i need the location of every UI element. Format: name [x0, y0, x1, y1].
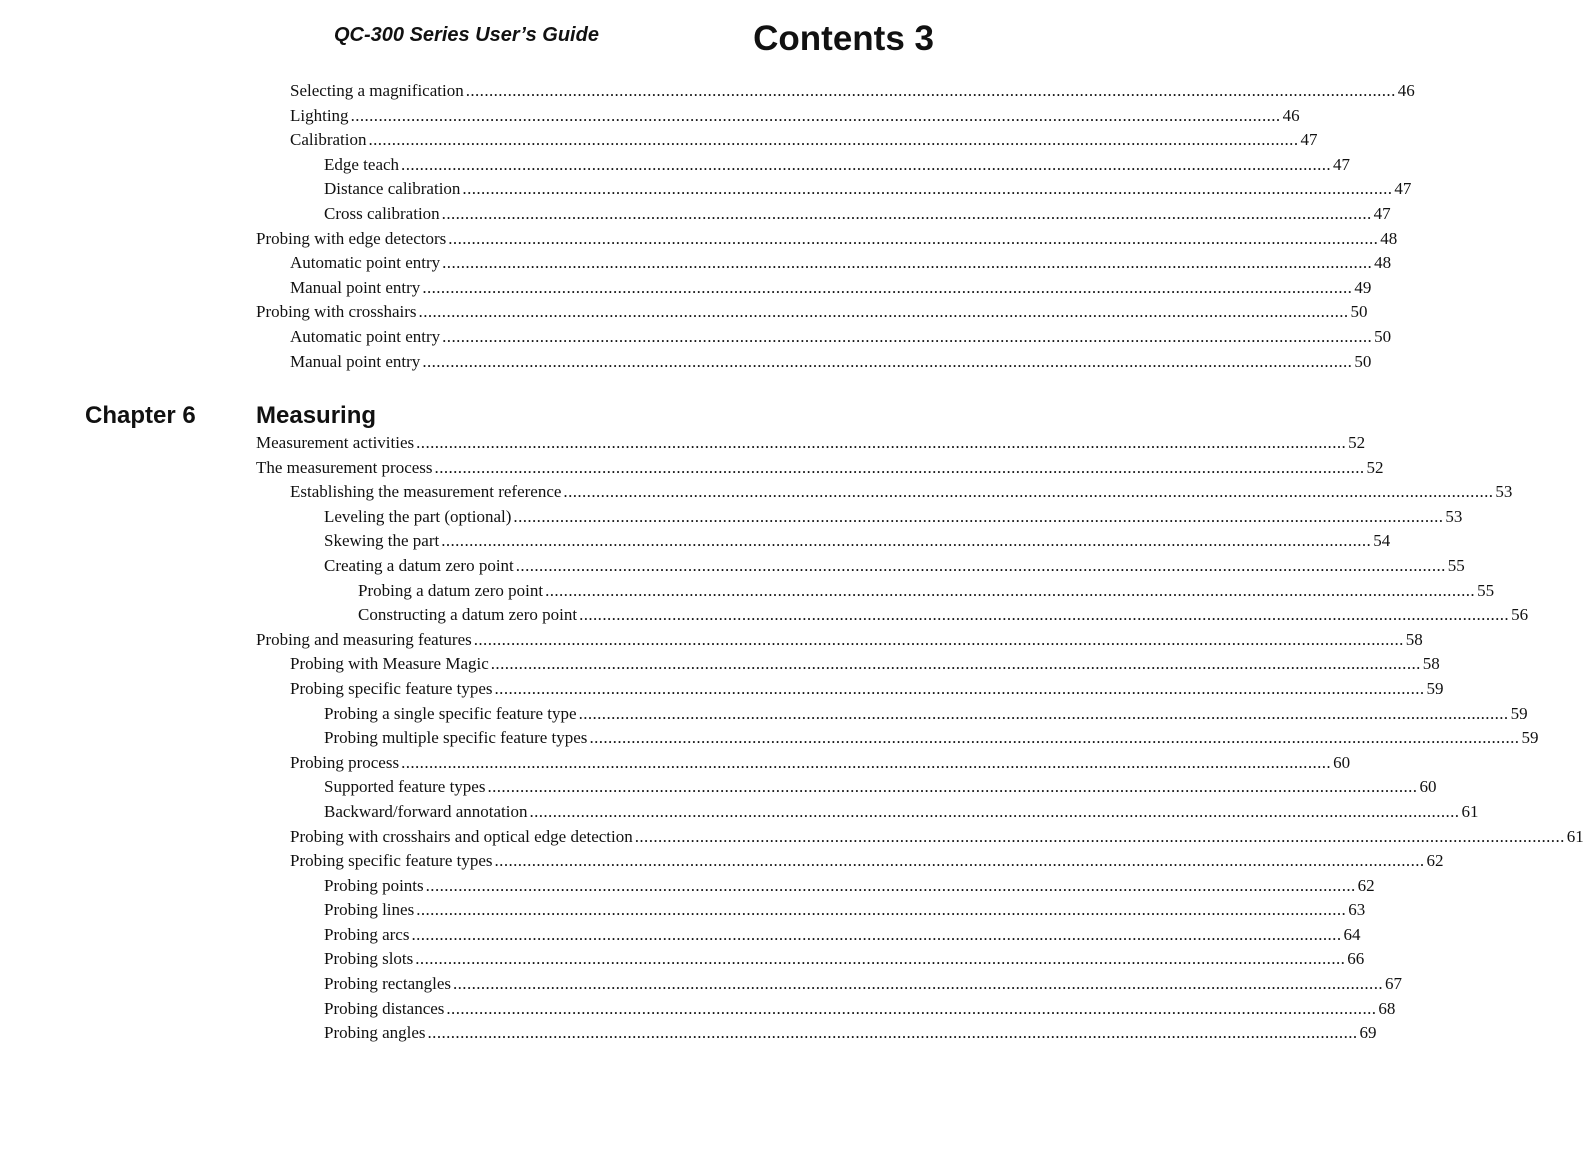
toc-dot-leader: ........................................................................................................................................................................................................ — [350, 105, 1281, 125]
toc-entry[interactable] — [256, 972, 1402, 997]
toc-entry-title: Edge teach — [324, 154, 400, 174]
toc-entry[interactable] — [256, 456, 1384, 481]
toc-dot-leader: ........................................................................................................................................................................................................ — [401, 752, 1332, 772]
toc-dot-leader: ........................................................................................................................................................................................................ — [545, 580, 1476, 600]
toc-page-number: 62 — [1357, 875, 1375, 895]
toc-entry-title: Probing arcs — [324, 924, 410, 944]
toc-page-number: 46 — [1282, 105, 1300, 125]
toc-page-number: 47 — [1394, 179, 1412, 199]
toc-entry-title: Probing a datum zero point — [358, 580, 544, 600]
toc-list-continued — [256, 79, 1415, 374]
toc-dot-leader: ........................................................................................................................................................................................................ — [422, 351, 1353, 371]
section-title: Contents 3 — [753, 19, 934, 58]
toc-page-number: 49 — [1354, 277, 1372, 297]
toc-entry[interactable] — [256, 628, 1423, 653]
toc-entry[interactable] — [256, 177, 1412, 202]
toc-entry-title: Probing specific feature types — [290, 851, 493, 871]
toc-entry-title: The measurement process — [256, 457, 433, 477]
toc-entry-title: Measurement activities — [256, 433, 415, 452]
toc-dot-leader: ........................................................................................................................................................................................................ — [487, 777, 1418, 797]
toc-entry[interactable] — [256, 775, 1437, 800]
toc-entry[interactable] — [256, 849, 1444, 874]
toc-page-number: 50 — [1354, 351, 1372, 371]
toc-entry[interactable] — [256, 153, 1351, 178]
toc-entry-title: Probing a single specific feature type — [324, 703, 577, 723]
toc-entry-title: Constructing a datum zero point — [358, 605, 578, 625]
toc-page-number: 58 — [1422, 654, 1440, 674]
toc-entry[interactable] — [256, 947, 1365, 972]
toc-entry[interactable] — [256, 800, 1479, 825]
toc-entry[interactable] — [256, 923, 1361, 948]
toc-page-number: 47 — [1373, 203, 1391, 223]
toc-dot-leader: ........................................................................................................................................................................................................ — [442, 253, 1373, 273]
toc-entry-title: Probing specific feature types — [290, 678, 493, 698]
toc-entry-title: Probing with crosshairs — [256, 302, 417, 322]
toc-entry[interactable] — [256, 480, 1513, 505]
chapter-label: Chapter 6 — [85, 402, 196, 429]
toc-page-number: 56 — [1511, 605, 1529, 625]
toc-list-chapter-6 — [256, 431, 1584, 1046]
toc-entry-title: Probing slots — [324, 949, 414, 969]
toc-dot-leader: ........................................................................................................................................................................................................ — [462, 179, 1393, 199]
toc-entry[interactable] — [256, 505, 1463, 530]
toc-page-number: 52 — [1348, 433, 1366, 452]
toc-entry[interactable] — [256, 898, 1366, 923]
toc-page-number: 58 — [1405, 629, 1423, 649]
toc-dot-leader: ........................................................................................................................................................................................................ — [411, 924, 1342, 944]
toc-entry-title: Probing with crosshairs and optical edge detection — [290, 826, 633, 846]
toc-entry[interactable] — [256, 300, 1368, 325]
toc-dot-leader: ........................................................................................................................................................................................................ — [513, 506, 1444, 526]
toc-page-number: 53 — [1495, 482, 1513, 502]
toc-entry[interactable] — [256, 1021, 1377, 1046]
toc-entry-title: Establishing the measurement reference — [290, 482, 562, 502]
toc-page-number: 63 — [1348, 900, 1366, 920]
toc-entry-title: Distance calibration — [324, 179, 461, 199]
toc-entry[interactable] — [256, 202, 1391, 227]
toc-dot-leader: ........................................................................................................................................................................................................ — [579, 605, 1510, 625]
toc-page-number: 62 — [1426, 851, 1444, 871]
toc-page-number: 60 — [1333, 752, 1351, 772]
toc-entry[interactable] — [256, 751, 1351, 776]
toc-dot-leader: ........................................................................................................................................................................................................ — [453, 974, 1383, 994]
toc-entry[interactable] — [256, 128, 1318, 153]
toc-dot-leader: ........................................................................................................................................................................................................ — [473, 629, 1404, 649]
toc-dot-leader: ........................................................................................................................................................................................................ — [490, 654, 1421, 674]
toc-page-number: 64 — [1343, 924, 1361, 944]
toc-dot-leader: ........................................................................................................................................................................................................ — [422, 277, 1353, 297]
toc-page-number: 46 — [1397, 81, 1415, 100]
toc-entry-title: Probing process — [290, 752, 400, 772]
toc-dot-leader: ........................................................................................................................................................................................................ — [515, 555, 1446, 575]
toc-dot-leader: ........................................................................................................................................................................................................ — [441, 531, 1372, 551]
toc-dot-leader: ........................................................................................................................................................................................................ — [416, 900, 1347, 920]
toc-entry-title: Calibration — [290, 130, 367, 150]
toc-entry[interactable] — [256, 350, 1372, 375]
toc-page-number: 66 — [1347, 949, 1365, 969]
toc-page-number: 61 — [1461, 801, 1479, 821]
toc-dot-leader: ........................................................................................................................................................................................................ — [578, 703, 1509, 723]
toc-dot-leader: ........................................................................................................................................................................................................ — [446, 998, 1377, 1018]
toc-entry-title: Probing with edge detectors — [256, 228, 447, 248]
toc-entry-title: Creating a datum zero point — [324, 555, 514, 575]
toc-page-number: 59 — [1521, 728, 1539, 748]
toc-entry[interactable] — [256, 79, 1415, 104]
toc-entry[interactable] — [256, 726, 1539, 751]
toc-entry-title: Selecting a magnification — [290, 81, 464, 100]
toc-entry[interactable] — [256, 325, 1392, 350]
toc-dot-leader: ........................................................................................................................................................................................................ — [563, 482, 1494, 502]
toc-page-number: 59 — [1510, 703, 1528, 723]
toc-entry[interactable] — [256, 652, 1440, 677]
toc-page-number: 67 — [1385, 974, 1402, 994]
toc-dot-leader: ........................................................................................................................................................................................................ — [415, 949, 1346, 969]
toc-entry[interactable] — [256, 825, 1584, 850]
toc-entry[interactable] — [256, 227, 1398, 252]
toc-page-number: 50 — [1374, 326, 1392, 346]
toc-entry-title: Probing rectangles — [324, 974, 451, 994]
toc-entry[interactable] — [256, 677, 1444, 702]
toc-entry-title: Probing points — [324, 875, 424, 895]
toc-entry-title: Probing and measuring features — [256, 629, 472, 649]
toc-entry-title: Supported feature types — [324, 777, 486, 797]
toc-page-number: 60 — [1419, 777, 1437, 797]
toc-entry[interactable] — [256, 579, 1495, 604]
toc-page-number: 55 — [1477, 580, 1495, 600]
toc-dot-leader: ........................................................................................................................................................................................................ — [427, 1023, 1358, 1043]
toc-dot-leader: ........................................................................................................................................................................................................ — [418, 302, 1349, 322]
toc-dot-leader: ........................................................................................................................................................................................................ — [434, 457, 1365, 477]
toc-dot-leader: ........................................................................................................................................................................................................ — [442, 326, 1373, 346]
toc-entry[interactable] — [256, 529, 1391, 554]
toc-entry-title: Probing angles — [324, 1023, 426, 1043]
toc-page-number: 47 — [1333, 154, 1351, 174]
toc-dot-leader: ........................................................................................................................................................................................................ — [529, 801, 1460, 821]
toc-entry-title: Skewing the part — [324, 531, 440, 551]
toc-dot-leader: ........................................................................................................................................................................................................ — [401, 154, 1332, 174]
toc-entry-title: Manual point entry — [290, 277, 421, 297]
toc-entry[interactable] — [256, 702, 1528, 727]
toc-dot-leader: ........................................................................................................................................................................................................ — [634, 826, 1565, 846]
toc-entry[interactable] — [256, 276, 1372, 301]
toc-entry-title: Probing with Measure Magic — [290, 654, 489, 674]
toc-page-number: 50 — [1350, 302, 1368, 322]
toc-dot-leader: ........................................................................................................................................................................................................ — [441, 203, 1372, 223]
guide-title: QC-300 Series User’s Guide — [334, 24, 599, 46]
toc-dot-leader: ........................................................................................................................................................................................................ — [494, 678, 1425, 698]
toc-entry-title: Probing lines — [324, 900, 415, 920]
toc-entry[interactable] — [256, 874, 1375, 899]
toc-page-number: 68 — [1378, 998, 1396, 1018]
toc-entry-title: Automatic point entry — [290, 326, 441, 346]
toc-dot-leader: ........................................................................................................................................................................................................ — [589, 728, 1520, 748]
toc-entry-title: Manual point entry — [290, 351, 421, 371]
toc-entry-title: Probing multiple specific feature types — [324, 728, 588, 748]
toc-entry-title: Lighting — [290, 105, 349, 125]
toc-page-number: 69 — [1359, 1023, 1377, 1043]
toc-page-number: 55 — [1447, 555, 1465, 575]
toc-dot-leader: ........................................................................................................................................................................................................ — [368, 130, 1299, 150]
chapter-title: Measuring — [256, 402, 377, 429]
toc-dot-leader: ........................................................................................................................................................................................................ — [494, 851, 1425, 871]
toc-page-number: 59 — [1426, 678, 1444, 698]
toc-entry[interactable] — [256, 603, 1529, 628]
toc-page-number: 48 — [1374, 253, 1392, 273]
toc-dot-leader: ........................................................................................................................................................................................................ — [416, 433, 1347, 452]
toc-entry-title: Backward/forward annotation — [324, 801, 528, 821]
toc-page-number: 53 — [1445, 506, 1463, 526]
toc-page-number: 54 — [1373, 531, 1391, 551]
toc-entry[interactable] — [256, 251, 1392, 276]
toc-entry[interactable] — [256, 997, 1396, 1022]
toc-dot-leader: ........................................................................................................................................................................................................ — [465, 81, 1396, 100]
toc-page-number: 52 — [1366, 457, 1384, 477]
toc-dot-leader: ........................................................................................................................................................................................................ — [448, 228, 1379, 248]
toc-entry-title: Probing distances — [324, 998, 445, 1018]
toc-dot-leader: ........................................................................................................................................................................................................ — [425, 875, 1356, 895]
toc-entry-title: Leveling the part (optional) — [324, 506, 512, 526]
toc-entry-title: Cross calibration — [324, 203, 440, 223]
toc-page-number: 48 — [1380, 228, 1398, 248]
toc-entry[interactable] — [256, 431, 1366, 456]
toc-entry[interactable] — [256, 554, 1465, 579]
toc-page-number: 47 — [1300, 130, 1318, 150]
toc-entry-title: Automatic point entry — [290, 253, 441, 273]
toc-entry[interactable] — [256, 104, 1300, 129]
toc-page-number: 61 — [1566, 826, 1584, 846]
